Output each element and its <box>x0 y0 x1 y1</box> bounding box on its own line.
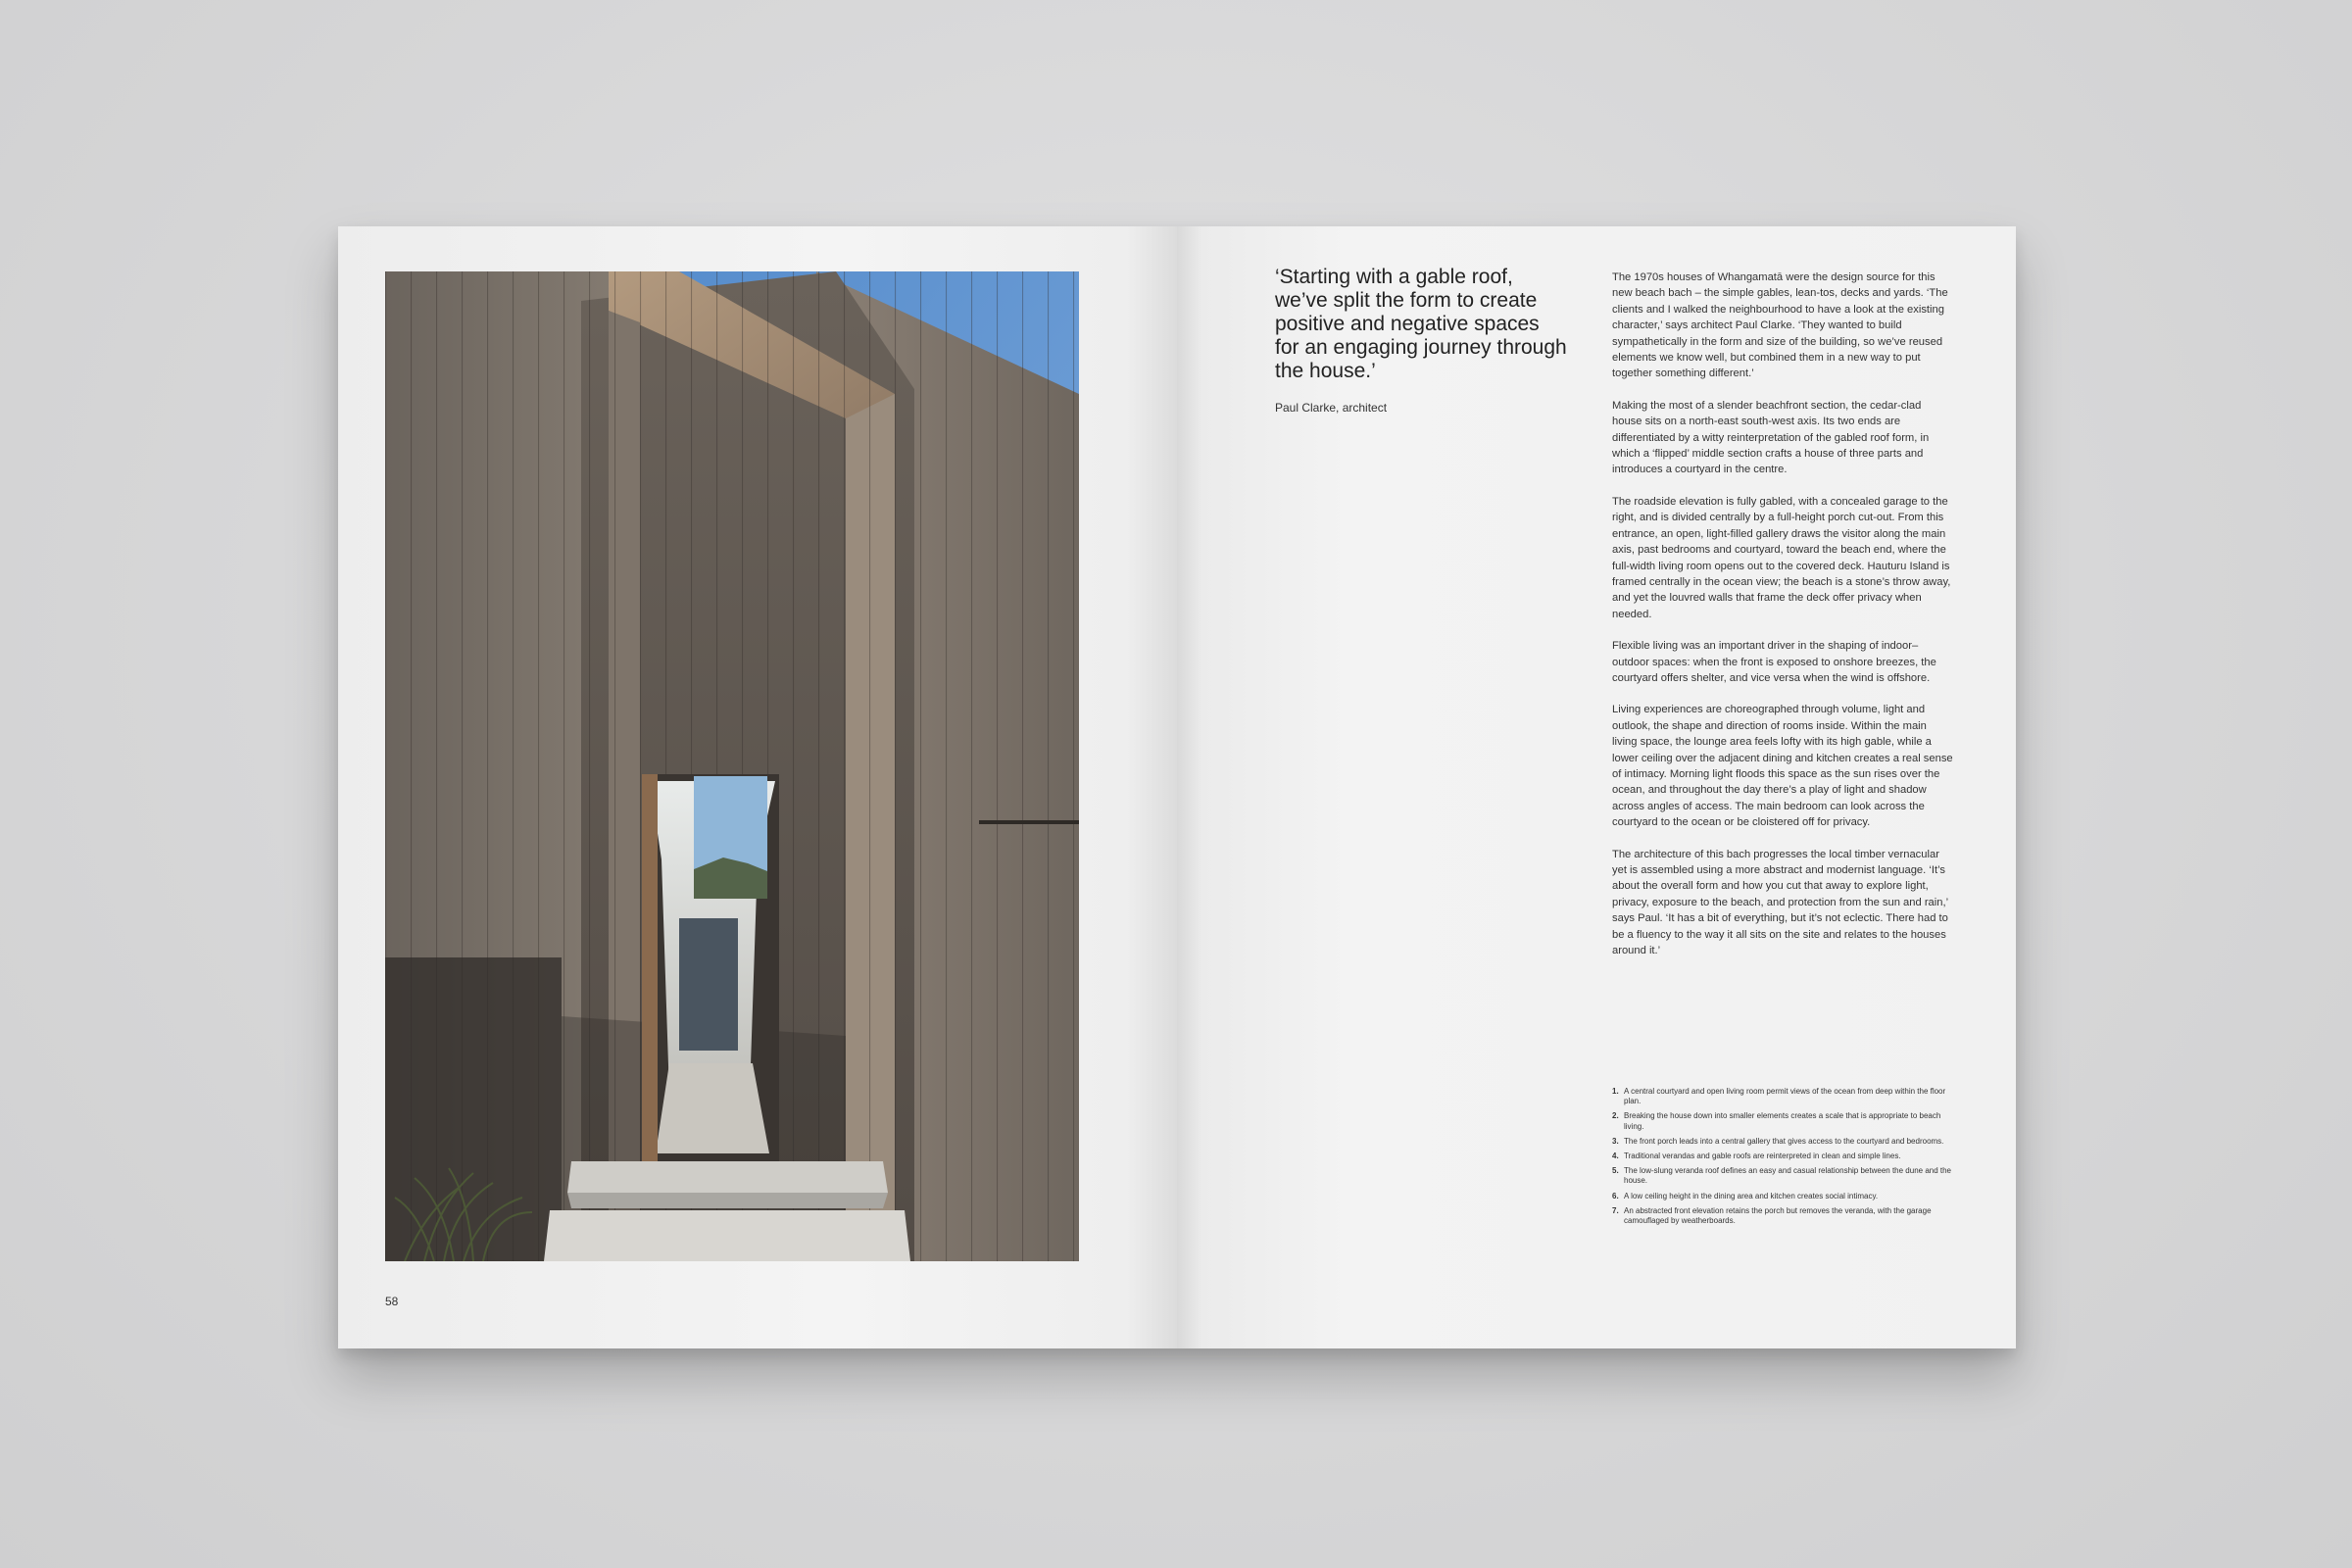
house-entrance-photo <box>385 271 1079 1261</box>
caption-number: 6. <box>1612 1191 1619 1200</box>
caption-item <box>1612 1166 1953 1186</box>
body-paragraph: Living experiences are choreographed through volume, light and outlook, the shape and direction of rooms inside. Within the main living space, the lounge area feels lofty with its high gable, while a lower ceiling over the adjacent dining and kitchen creates a real sense of intimacy. Morning light floods this space as the sun rises over the ocean, and throughout the day there’s a play of light and shadow across angles of access. The main bedroom can look across the courtyard to the ocean or be cloistered off for privacy. <box>1612 704 1953 829</box>
caption-text: A central courtyard and open living room permit views of the ocean from deep within the floor plan. <box>1624 1087 1946 1106</box>
magazine-spread <box>338 226 2016 1348</box>
caption-text: Traditional verandas and gable roofs are reinterpreted in clean and simple lines. <box>1624 1152 1901 1161</box>
right-page <box>1177 226 2016 1348</box>
caption-text: An abstracted front elevation retains the porch but removes the veranda, with the garage camouflaged by weatherboards. <box>1624 1205 1932 1226</box>
caption-text: The low-slung veranda roof defines an easy and casual relationship between the dune and the house. <box>1624 1166 1952 1186</box>
caption-item <box>1612 1152 1953 1161</box>
body-paragraph: The architecture of this bach progresses the local timber vernacular yet is assembled using a more abstract and modernist language. ‘It’s about the overall form and how you cut that away to explore light, privacy, exposure to the beach, and protection from the sun and rain,’ says Paul. ‘It has a bit of everything, but it’s not eclectic. There had to be a fluency to the way it all sits on the site and relates to the houses around it.’ <box>1612 848 1948 957</box>
caption-item <box>1612 1192 1953 1201</box>
quote-attribution: Paul Clarke, architect <box>1275 401 1388 415</box>
caption-item <box>1612 1137 1953 1147</box>
caption-number: 2. <box>1612 1111 1619 1121</box>
caption-number: 1. <box>1612 1087 1619 1096</box>
caption-text: The front porch leads into a central gallery that gives access to the courtyard and bedrooms. <box>1624 1136 1944 1146</box>
caption-text: A low ceiling height in the dining area and kitchen creates social intimacy. <box>1624 1191 1879 1200</box>
caption-number: 7. <box>1612 1205 1619 1215</box>
body-text-column <box>1612 270 1953 974</box>
caption-item <box>1612 1087 1953 1106</box>
body-paragraph: The roadside elevation is fully gabled, with a concealed garage to the right, and is divided centrally by a full-height porch cut-out. From this entrance, an open, light-filled gallery draws the visitor along the main axis, past bedrooms and courtyard, toward the beach end, where the full-width living room opens out to the covered deck. Hauturu Island is framed centrally in the ocean view; the beach is a stone’s throw away, and yet the louvred walls that frame the deck offer privacy when needed. <box>1612 495 1951 620</box>
caption-number: 3. <box>1612 1136 1619 1146</box>
left-page <box>338 226 1177 1348</box>
body-paragraph: Making the most of a slender beachfront section, the cedar-clad house sits on a north-east south-west axis. Its two ends are differentiated by a witty reinterpretation of the gabled roof form, in which a ‘flipped’ middle section crafts a house of three parts and introduces a courtyard in the centre. <box>1612 399 1930 476</box>
photo-captions-list <box>1612 1087 1953 1231</box>
body-paragraph: Flexible living was an important driver in the shaping of indoor–outdoor spaces: when the front is exposed to onshore breezes, the courtyard offers shelter, and vice versa when the wind is offshore. <box>1612 640 1936 684</box>
caption-item <box>1612 1111 1953 1131</box>
caption-text: Breaking the house down into smaller elements creates a scale that is appropriate to beach living. <box>1624 1111 1941 1131</box>
page-number: 58 <box>385 1295 399 1308</box>
pull-quote: ‘Starting with a gable roof, we’ve split the form to create positive and negative spaces for an engaging journey through the house.’ <box>1275 266 1567 382</box>
caption-number: 5. <box>1612 1166 1619 1176</box>
body-paragraph: The 1970s houses of Whangamatā were the design source for this new beach bach – the simple gables, lean-tos, decks and yards. ‘The clients and I walked the neighbourhood to have a look at the existing character,’ says architect Paul Clarke. ‘They wanted to build sympathetically in the form and size of the building, so we’ve reused elements we know well, but combined them in a new way to put together something different.’ <box>1612 271 1948 380</box>
caption-number: 4. <box>1612 1152 1619 1161</box>
caption-item <box>1612 1206 1953 1226</box>
